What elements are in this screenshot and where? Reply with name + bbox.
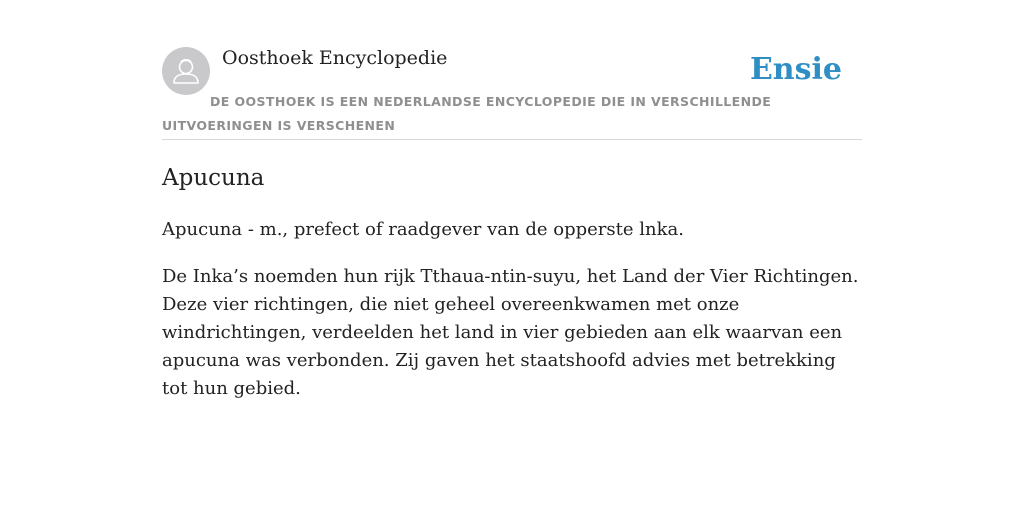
user-icon — [162, 47, 210, 95]
entry-body — [162, 216, 862, 422]
entry-paragraph: De Inka’s noemden hun rijk Tthaua-ntin-suyu, het Land der Vier Richtingen. Deze vier richtingen, die niet geheel overeenkwamen met onze windrichtingen, verdeelden het land in vier gebieden aan elk waarvan een apucuna was verbonden. Zij gaven het staatshoofd advies met betrekking tot hun gebied. — [162, 266, 859, 399]
avatar[interactable] — [162, 47, 210, 95]
source-description: DE OOSTHOEK IS EEN NEDERLANDSE ENCYCLOPEDIE DIE IN VERSCHILLENDE UITVOERINGEN IS VERSCHENEN — [162, 94, 772, 133]
source-header — [162, 46, 862, 140]
entry-paragraph: Apucuna - m., prefect of raadgever van de opperste lnka. — [162, 219, 684, 240]
entry-title: Apucuna — [162, 165, 265, 191]
source-title[interactable]: Oosthoek Encyclopedie — [222, 47, 448, 69]
brand-logo[interactable]: Ensie — [749, 52, 842, 87]
